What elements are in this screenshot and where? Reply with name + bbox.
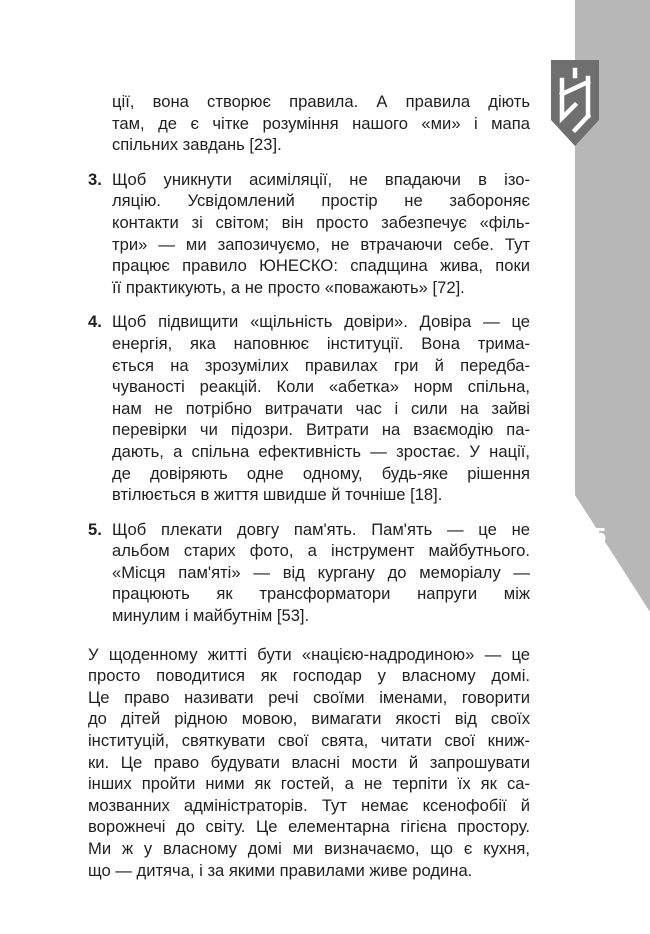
text-line: спільних завдань [23]. <box>112 135 282 155</box>
text-line: енергія, яка наповнює інституції. Вона трима- <box>112 333 530 353</box>
text-line: минулим і майбутнім [53]. <box>112 606 310 626</box>
list-item-text <box>112 519 530 627</box>
text-line: ворожнечі до світу. Це елементарна гігієна простору. <box>88 817 530 837</box>
text-line: втілюється в життя швидше й точніше [18]. <box>112 485 443 505</box>
text-line: нам не потрібно витрачати час і сили на зайві <box>112 398 530 418</box>
text-line: ції, вона створює правила. А правила діють <box>112 92 530 111</box>
text-line: перевірки чи підозри. Витрати на взаємодію па- <box>112 420 530 440</box>
text-line: інституцій, святкувати свої свята, читати свої книж- <box>88 731 530 751</box>
list-item-text <box>112 311 530 505</box>
tryzub-shield-icon <box>548 58 602 148</box>
list-item-text <box>112 169 530 299</box>
text-line: де довіряють одне одному, будь-яке рішення <box>112 463 530 483</box>
list-item-number: 5. <box>88 519 102 539</box>
list-item-number: 3. <box>88 169 102 189</box>
page-content <box>88 91 530 881</box>
text-line: що — дитяча, і за якими правилами живе родина. <box>88 860 473 880</box>
text-line: там, де є чітке розуміння нашого «ми» і мапа <box>112 113 530 133</box>
text-line: три» — ми запозичуємо, не втрачаючи себе. Тут <box>112 234 530 254</box>
text-line: просто поводитися як господар у власному домі. <box>88 666 530 686</box>
text-line: ється на зрозумілих правилах гри й передба- <box>112 355 530 375</box>
text-line: дають, а спільна ефективність — зростає. У нації, <box>112 441 530 461</box>
text-line: Це право називати речі своїми іменами, говорити <box>88 687 530 707</box>
text-line: ки. Це право будувати власні мости й запрошувати <box>88 752 530 772</box>
text-line: її практикують, а не просто «поважають» [72]. <box>112 277 465 297</box>
text-line: працюють як трансформатори напруги між <box>112 584 530 604</box>
text-line: контакти зі світом; він просто забезпечує «філь- <box>112 212 530 232</box>
text-line: мозванних адміністраторів. Тут немає ксенофобії й <box>88 795 530 815</box>
text-line: Ми ж у власному домі ми визначаємо, що є кухня, <box>88 839 530 858</box>
list-item <box>88 311 530 505</box>
list-item-number: 4. <box>88 312 102 332</box>
text-line: «Місця пам'яті» — від кургану до меморіалу — <box>112 562 530 582</box>
text-line: чуваності реакцій. Коли «абетка» норм спільна, <box>112 377 530 397</box>
text-line: У щоденному житті бути «нацією-надродиною» — це <box>88 644 530 664</box>
page-number: 15 <box>583 524 606 548</box>
text-line: ляцію. Усвідомлений простір не забороняє <box>112 191 530 211</box>
text-line: інших пройти ними як гостей, а не терпіти їх як са- <box>88 774 530 794</box>
list-item <box>88 169 530 299</box>
continued-list-text <box>88 91 530 156</box>
text-line: Щоб уникнути асиміляції, не впадаючи в ізо- <box>112 169 530 189</box>
text-line: Щоб підвищити «щільність довіри». Довіра — це <box>112 312 530 332</box>
text-line: Щоб плекати довгу пам'ять. Пам'ять — це не <box>112 519 530 539</box>
text-line: до дітей рідною мовою, вимагати якості від своїх <box>88 709 530 729</box>
text-line: працює правило ЮНЕСКО: спадщина жива, поки <box>112 256 530 276</box>
body-paragraph <box>88 644 530 882</box>
text-line: альбом старих фото, а інструмент майбутнього. <box>112 541 530 561</box>
list-item <box>88 519 530 627</box>
